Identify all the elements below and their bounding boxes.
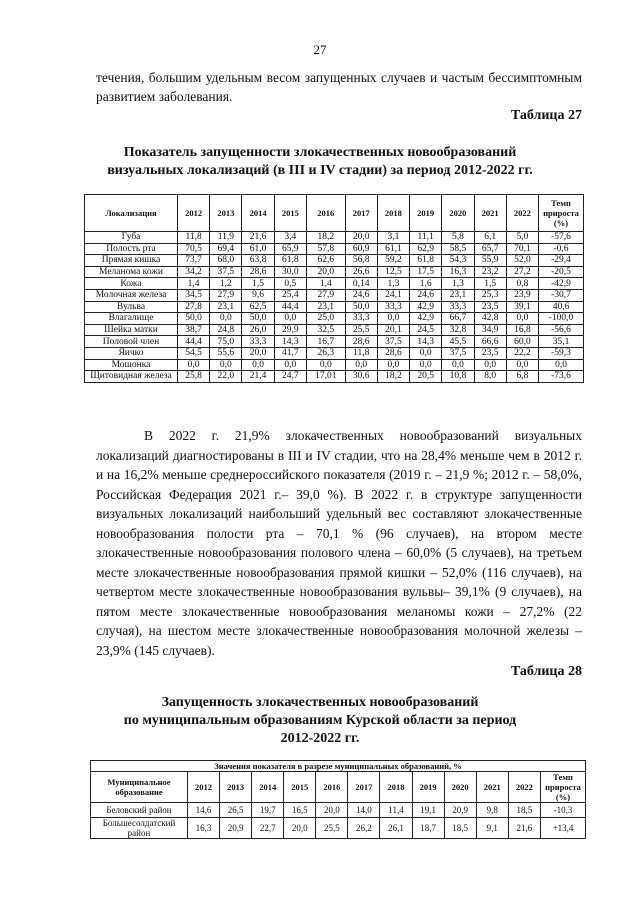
table-cell: 65,9	[274, 243, 306, 255]
table-row	[85, 371, 584, 383]
table-row	[85, 324, 584, 336]
table-cell: 42,9	[410, 301, 442, 313]
table-cell: 50,0	[178, 313, 210, 325]
table-cell: 17,5	[410, 266, 442, 278]
growth-cell: -59,3	[539, 347, 584, 359]
intro-text: течения, большим удельным весом запущенных случаев и частым бессимптомным развитием заболевания.	[96, 70, 582, 104]
table-cell: 66,6	[474, 336, 506, 348]
table-row	[85, 301, 584, 313]
table-cell: 22,0	[210, 371, 242, 383]
table-cell: 0,0	[242, 359, 274, 371]
table-cell: 33,3	[242, 336, 274, 348]
table-cell: 0,0	[506, 359, 538, 371]
table-cell: 23,1	[442, 289, 474, 301]
table-cell: 22,2	[506, 347, 538, 359]
row-label: Влагалище	[85, 313, 178, 325]
table-cell: 32,8	[442, 324, 474, 336]
table-cell: 33,3	[442, 301, 474, 313]
table-row	[85, 359, 584, 371]
table-cell: 3,4	[274, 232, 306, 244]
table-cell: 26,1	[380, 818, 412, 839]
table-cell: 0,0	[345, 359, 377, 371]
row-label: Губа	[85, 232, 178, 244]
table27-col-year: 2012	[178, 195, 210, 232]
table-cell: 20,9	[444, 803, 476, 818]
table27-col-year: 2013	[210, 195, 242, 232]
table-cell: 17,01	[306, 371, 345, 383]
table-cell: 0,8	[506, 278, 538, 290]
table-cell: 37,5	[210, 266, 242, 278]
table-cell: 59,2	[377, 255, 409, 267]
row-label: Большесолдатский район	[91, 818, 188, 839]
table-cell: 1,3	[442, 278, 474, 290]
table-cell: 18,7	[412, 818, 444, 839]
table-cell: 19,7	[252, 803, 284, 818]
table28-col-year: 2012	[188, 772, 220, 803]
table-cell: 1,5	[474, 278, 506, 290]
table-cell: 22,7	[252, 818, 284, 839]
table-cell: 1,2	[210, 278, 242, 290]
row-label: Молочная железа	[85, 289, 178, 301]
table-cell: 33,3	[377, 301, 409, 313]
table-cell: 27,8	[178, 301, 210, 313]
table-cell: 24,8	[210, 324, 242, 336]
table-cell: 18,2	[306, 232, 345, 244]
table-cell: 20,0	[242, 347, 274, 359]
table-cell: 23,1	[306, 301, 345, 313]
table-cell: 33,3	[345, 313, 377, 325]
table-cell: 26,6	[345, 266, 377, 278]
table-cell: 28,6	[377, 347, 409, 359]
table-cell: 25,4	[274, 289, 306, 301]
row-label: Полость рта	[85, 243, 178, 255]
table27-title-line1: Показатель запущенности злокачественных новообразований	[123, 145, 517, 160]
table28-title-line2: по муниципальным образованиям Курской области за период	[123, 713, 517, 728]
table-cell: 45,5	[442, 336, 474, 348]
table-row	[85, 289, 584, 301]
table-cell: 16,5	[284, 803, 316, 818]
growth-cell: -30,7	[539, 289, 584, 301]
table-cell: 34,9	[474, 324, 506, 336]
row-label: Мошонка	[85, 359, 178, 371]
table-cell: 16,7	[306, 336, 345, 348]
table-cell: 0,0	[274, 313, 306, 325]
table-cell: 26,3	[306, 347, 345, 359]
table28-col-year: 2017	[348, 772, 380, 803]
table-cell: 61,0	[242, 243, 274, 255]
table28-col-year: 2016	[316, 772, 348, 803]
page-number: 27	[313, 42, 327, 57]
table-cell: 70,1	[506, 243, 538, 255]
table-cell: 60,0	[506, 336, 538, 348]
table-cell: 61,8	[410, 255, 442, 267]
table-cell: 0,0	[506, 313, 538, 325]
table-row	[85, 255, 584, 267]
growth-cell: -10,3	[541, 803, 586, 818]
growth-cell: -20,5	[539, 266, 584, 278]
table-cell: 0,0	[210, 359, 242, 371]
table28-title-line3: 2012-2022 гг.	[280, 731, 360, 746]
table-cell: 14,6	[188, 803, 220, 818]
table27-col-year: 2020	[442, 195, 474, 232]
table27-title-line2: визуальных локализаций (в III и IV стадии) за период 2012-2022 гг.	[107, 163, 533, 178]
table27-col-localization: Локализация	[85, 195, 178, 232]
table-cell: 0,0	[274, 359, 306, 371]
table27-col-year: 2017	[345, 195, 377, 232]
table27-col-year: 2021	[474, 195, 506, 232]
table28-col-municipality: Муниципальное образование	[91, 772, 188, 803]
table-cell: 30,6	[345, 371, 377, 383]
table27-col-year: 2015	[274, 195, 306, 232]
table-cell: 21,6	[242, 232, 274, 244]
table28-group-row	[91, 761, 586, 772]
table28-col-year: 2013	[220, 772, 252, 803]
table-cell: 24,7	[274, 371, 306, 383]
table-cell: 25,8	[178, 371, 210, 383]
table28-col-year: 2020	[444, 772, 476, 803]
table-row	[85, 336, 584, 348]
table-cell: 0,5	[274, 278, 306, 290]
table-cell: 0,0	[306, 359, 345, 371]
row-label: Прямая кишка	[85, 255, 178, 267]
table-cell: 5,0	[506, 232, 538, 244]
table-cell: 18,2	[377, 371, 409, 383]
table-cell: 63,8	[242, 255, 274, 267]
table-cell: 21,4	[242, 371, 274, 383]
table-cell: 25,5	[316, 818, 348, 839]
table28-col-year: 2015	[284, 772, 316, 803]
table-cell: 62,9	[410, 243, 442, 255]
table-cell: 24,6	[410, 289, 442, 301]
table-cell: 27,9	[210, 289, 242, 301]
table-cell: 57,8	[306, 243, 345, 255]
table-cell: 9,8	[476, 803, 508, 818]
table-cell: 1,4	[306, 278, 345, 290]
table-cell: 44,4	[178, 336, 210, 348]
table-cell: 54,3	[442, 255, 474, 267]
row-label: Вульва	[85, 301, 178, 313]
table27-col-year: 2014	[242, 195, 274, 232]
table-cell: 50,0	[242, 313, 274, 325]
table-cell: 62,5	[242, 301, 274, 313]
table-cell: 14,0	[348, 803, 380, 818]
table-cell: 23,1	[210, 301, 242, 313]
table-cell: 1,6	[410, 278, 442, 290]
table-cell: 61,1	[377, 243, 409, 255]
table-cell: 20,9	[220, 818, 252, 839]
table-cell: 8,0	[474, 371, 506, 383]
table-cell: 24,6	[345, 289, 377, 301]
growth-cell: -57,6	[539, 232, 584, 244]
table-cell: 16,3	[442, 266, 474, 278]
table-row	[85, 347, 584, 359]
table-cell: 61,8	[274, 255, 306, 267]
table-cell: 9,6	[242, 289, 274, 301]
table-cell: 20,0	[345, 232, 377, 244]
table-cell: 0,14	[345, 278, 377, 290]
growth-cell: -29,4	[539, 255, 584, 267]
table-cell: 39,1	[506, 301, 538, 313]
table-cell: 25,3	[474, 289, 506, 301]
table-cell: 20,0	[316, 803, 348, 818]
table-cell: 20,0	[306, 266, 345, 278]
table27	[84, 194, 584, 383]
table-cell: 20,1	[377, 324, 409, 336]
table-cell: 28,6	[242, 266, 274, 278]
table28-group-header: Значения показателя в разрезе муниципальных образований, %	[91, 761, 586, 772]
table-row	[91, 803, 586, 818]
table-cell: 24,5	[410, 324, 442, 336]
table-cell: 58,5	[442, 243, 474, 255]
table-cell: 14,3	[274, 336, 306, 348]
table-cell: 0,0	[474, 359, 506, 371]
table-cell: 1,4	[178, 278, 210, 290]
table-cell: 55,6	[210, 347, 242, 359]
table-cell: 18,5	[444, 818, 476, 839]
table-cell: 37,5	[442, 347, 474, 359]
table-cell: 0,0	[377, 313, 409, 325]
table-cell: 0,0	[377, 359, 409, 371]
table-cell: 0,0	[442, 359, 474, 371]
table-cell: 66,7	[442, 313, 474, 325]
table-cell: 23,9	[506, 289, 538, 301]
table-row	[85, 278, 584, 290]
table28-col-year: 2022	[508, 772, 540, 803]
table-cell: 37,5	[377, 336, 409, 348]
table-cell: 18,5	[508, 803, 540, 818]
table-cell: 60,9	[345, 243, 377, 255]
table-cell: 65,7	[474, 243, 506, 255]
analysis-paragraph: В 2022 г. 21,9% злокачественных новообразований визуальных локализаций диагностированы в III и IV стадии, что на 28,4% меньше чем в 2012 г. и на 16,2% меньше среднероссийского показателя (2019 г. – 21,9 %; 2012 г. – 58,0%, Российская Федерация 2021 г.– 39,0 %). В 2022 г. в структуре запущенности визуальных локализаций наибольший удельный вес составляют злокачественные новообразования полости рта – 70,1 % (96 случаев), на втором месте злокачественные новообразования полового члена – 60,0% (5 случаев), на третьем месте злокачественные новообразования прямой кишки – 52,0% (116 случаев), на четвертом месте злокачественные новообразования вульвы– 39,1% (9 случаев), на пятом месте злокачественные новообразования меланомы кожи – 27,2% (22 случая), на шестом месте злокачественные новообразования молочной железы – 23,9% (145 случаев).	[96, 428, 582, 658]
table-cell: 44,4	[274, 301, 306, 313]
table-cell: 32,5	[306, 324, 345, 336]
table-cell: 19,1	[412, 803, 444, 818]
table-cell: 73,7	[178, 255, 210, 267]
table28-title	[60, 694, 580, 748]
table28-label: Таблица 28	[510, 664, 582, 679]
growth-cell: 35,1	[539, 336, 584, 348]
growth-cell: -0,6	[539, 243, 584, 255]
table-cell: 21,6	[508, 818, 540, 839]
table-cell: 16,8	[506, 324, 538, 336]
table-cell: 34,5	[178, 289, 210, 301]
table-cell: 26,5	[220, 803, 252, 818]
growth-cell: +13,4	[541, 818, 586, 839]
table28-header-row	[91, 772, 586, 803]
table-cell: 5,8	[442, 232, 474, 244]
table-cell: 68,0	[210, 255, 242, 267]
table-cell: 6,8	[506, 371, 538, 383]
table-cell: 24,1	[377, 289, 409, 301]
table-cell: 14,3	[410, 336, 442, 348]
table-cell: 23,5	[474, 301, 506, 313]
table28-col-year: 2019	[412, 772, 444, 803]
table28-title-line1: Запущенность злокачественных новообразований	[161, 695, 479, 710]
row-label: Кожа	[85, 278, 178, 290]
table-cell: 16,3	[188, 818, 220, 839]
table-cell: 0,0	[178, 359, 210, 371]
table-cell: 23,2	[474, 266, 506, 278]
table-cell: 26,0	[242, 324, 274, 336]
growth-cell: -73,6	[539, 371, 584, 383]
table-cell: 11,9	[210, 232, 242, 244]
table-cell: 38,7	[178, 324, 210, 336]
growth-cell: -100,0	[539, 313, 584, 325]
growth-cell: -56,6	[539, 324, 584, 336]
table28-col-year: 2018	[380, 772, 412, 803]
table-row	[85, 232, 584, 244]
row-label: Щитовидная железа	[85, 371, 178, 383]
table-cell: 0,0	[410, 347, 442, 359]
growth-cell: 0,0	[539, 359, 584, 371]
table-cell: 6,1	[474, 232, 506, 244]
table-cell: 23,5	[474, 347, 506, 359]
growth-cell: 40,6	[539, 301, 584, 313]
table27-col-year: 2022	[506, 195, 538, 232]
table-cell: 0,0	[210, 313, 242, 325]
table-cell: 25,5	[345, 324, 377, 336]
table-cell: 26,2	[348, 818, 380, 839]
table-row	[85, 243, 584, 255]
table-cell: 34,2	[178, 266, 210, 278]
table-cell: 1,3	[377, 278, 409, 290]
growth-cell: -42,9	[539, 278, 584, 290]
table27-col-year: 2018	[377, 195, 409, 232]
row-label: Меланома кожи	[85, 266, 178, 278]
table-row	[85, 313, 584, 325]
table-cell: 69,4	[210, 243, 242, 255]
table-cell: 75,0	[210, 336, 242, 348]
table28-col-growth: Темп прироста (%)	[541, 772, 586, 803]
table-cell: 41,7	[274, 347, 306, 359]
table27-title	[60, 144, 580, 180]
table-cell: 29,9	[274, 324, 306, 336]
table28-col-year: 2021	[476, 772, 508, 803]
table-cell: 20,0	[284, 818, 316, 839]
table-cell: 56,8	[345, 255, 377, 267]
row-label: Яичко	[85, 347, 178, 359]
table-cell: 20,5	[410, 371, 442, 383]
table-cell: 30,0	[274, 266, 306, 278]
table-cell: 10,8	[442, 371, 474, 383]
table27-label: Таблица 27	[510, 108, 582, 123]
table-row	[91, 818, 586, 839]
table-cell: 3,1	[377, 232, 409, 244]
table-cell: 9,1	[476, 818, 508, 839]
table-cell: 11,1	[410, 232, 442, 244]
table27-col-growth: Темп прироста (%)	[539, 195, 584, 232]
table-cell: 25,0	[306, 313, 345, 325]
table-cell: 55,9	[474, 255, 506, 267]
table-cell: 62,6	[306, 255, 345, 267]
table-cell: 11,8	[345, 347, 377, 359]
table-cell: 52,0	[506, 255, 538, 267]
table-cell: 0,0	[410, 359, 442, 371]
table-cell: 12,5	[377, 266, 409, 278]
table27-col-year: 2019	[410, 195, 442, 232]
table-cell: 1,5	[242, 278, 274, 290]
table28	[90, 760, 586, 839]
table-cell: 70,5	[178, 243, 210, 255]
table27-col-year: 2016	[306, 195, 345, 232]
table-cell: 50,0	[345, 301, 377, 313]
table-cell: 42,8	[474, 313, 506, 325]
table-cell: 28,6	[345, 336, 377, 348]
row-label: Беловский район	[91, 803, 188, 818]
table-row	[85, 266, 584, 278]
row-label: Шейка матки	[85, 324, 178, 336]
table27-header-row	[85, 195, 584, 232]
table28-col-year: 2014	[252, 772, 284, 803]
table-cell: 27,9	[306, 289, 345, 301]
row-label: Половой член	[85, 336, 178, 348]
table-cell: 42,9	[410, 313, 442, 325]
table-cell: 27,2	[506, 266, 538, 278]
table-cell: 11,8	[178, 232, 210, 244]
table-cell: 11,4	[380, 803, 412, 818]
table-cell: 54,5	[178, 347, 210, 359]
